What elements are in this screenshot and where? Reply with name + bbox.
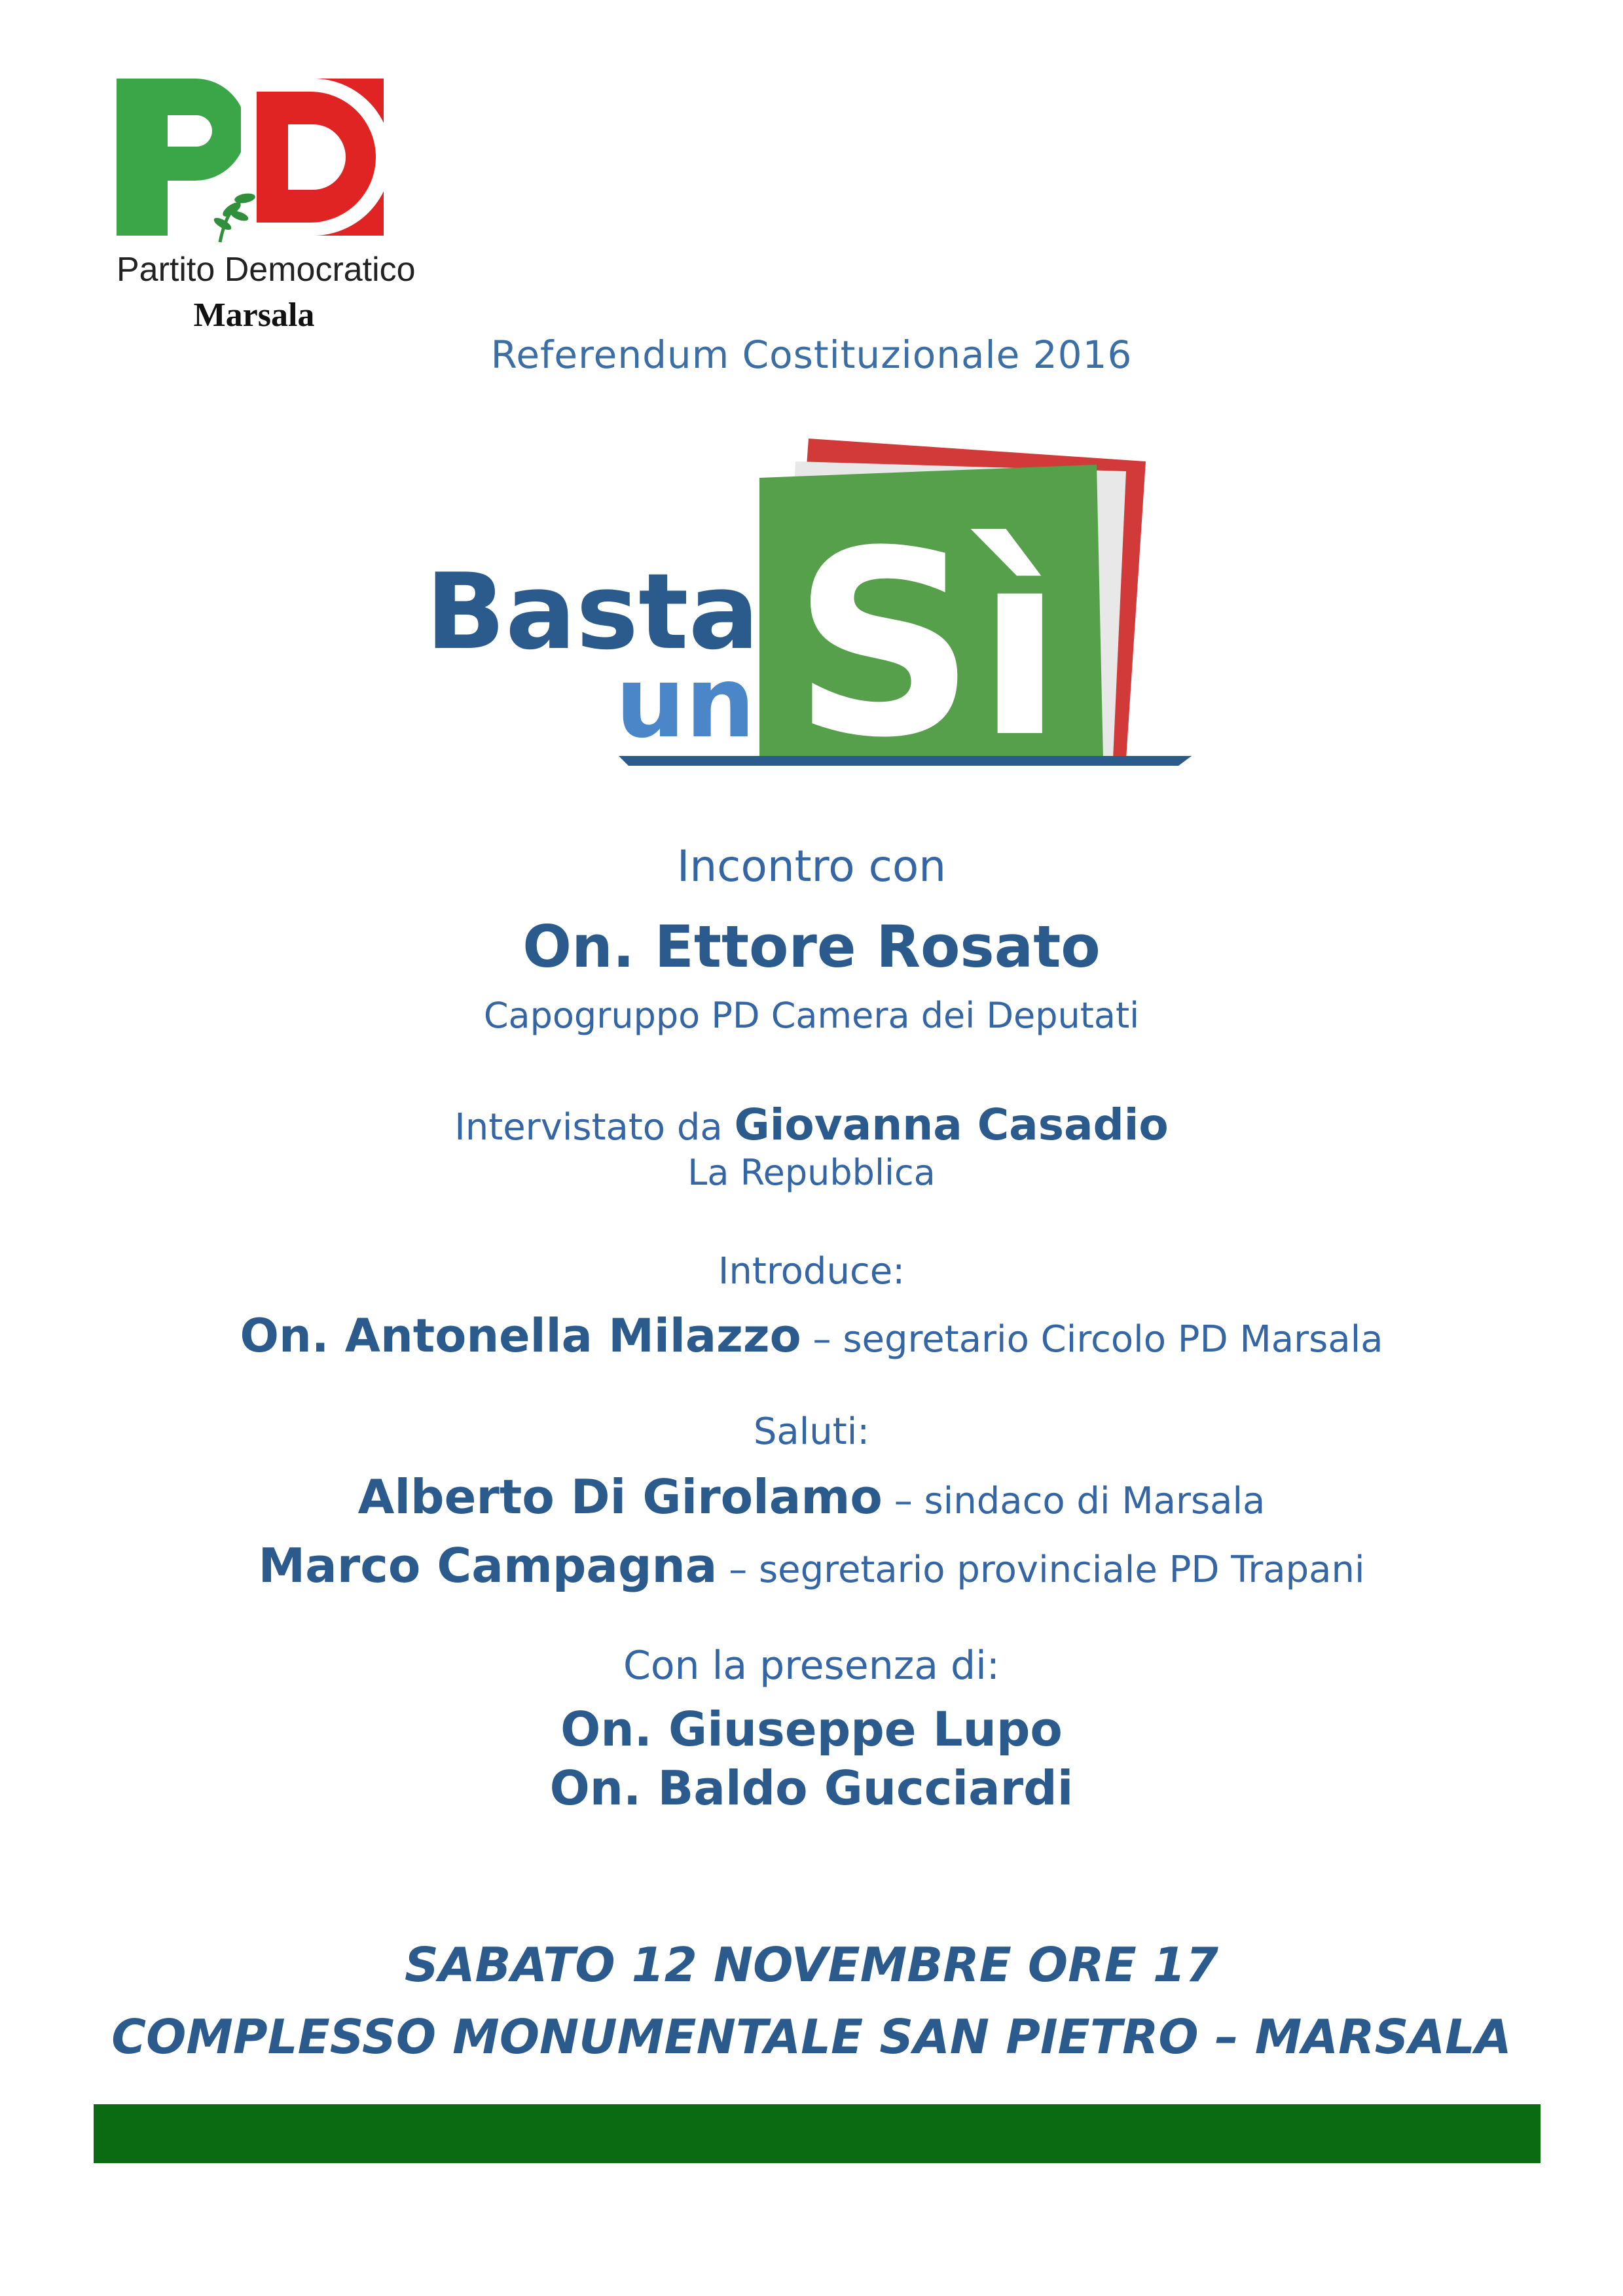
speaker-name: On. Ettore Rosato bbox=[522, 913, 1101, 980]
introducer-name: On. Antonella Milazzo bbox=[240, 1309, 801, 1363]
greeter1-role: – sindaco di Marsala bbox=[894, 1480, 1266, 1522]
introducer-line bbox=[0, 1309, 1623, 1363]
pd-logo bbox=[117, 79, 416, 334]
speaker-role: Capogruppo PD Camera dei Deputati bbox=[483, 995, 1140, 1036]
guest2-name: On. Baldo Gucciardi bbox=[549, 1761, 1074, 1816]
interviewer-line bbox=[0, 1100, 1623, 1150]
si-word: Sì bbox=[792, 496, 1064, 772]
introduce-label: Introduce: bbox=[718, 1250, 905, 1293]
basta-un-si-logo bbox=[419, 432, 1218, 772]
bottom-green-bar bbox=[94, 2104, 1541, 2163]
saluti-label: Saluti: bbox=[753, 1410, 870, 1453]
pd-logo-mark bbox=[117, 79, 392, 249]
greeter1-line bbox=[0, 1469, 1623, 1524]
interviewer-outlet: La Repubblica bbox=[687, 1152, 936, 1193]
event-venue: COMPLESSO MONUMENTALE SAN PIETRO – MARSALA bbox=[111, 2009, 1512, 2064]
referendum-title: Referendum Costituzionale 2016 bbox=[490, 332, 1133, 377]
greeter2-role: – segretario provinciale PD Trapani bbox=[729, 1549, 1365, 1591]
logo-party-name: Partito Democratico bbox=[117, 251, 416, 289]
basta-word: Basta bbox=[426, 550, 759, 673]
event-date: SABATO 12 NOVEMBRE ORE 17 bbox=[404, 1937, 1219, 1992]
greeter2-name: Marco Campagna bbox=[258, 1538, 718, 1593]
guest1-name: On. Giuseppe Lupo bbox=[560, 1702, 1063, 1757]
presence-label: Con la presenza di: bbox=[623, 1643, 1000, 1689]
greeter2-line bbox=[0, 1538, 1623, 1593]
un-word: un bbox=[615, 646, 756, 760]
intro-text: Incontro con bbox=[676, 841, 947, 891]
interviewer-name: Giovanna Casadio bbox=[734, 1100, 1169, 1150]
interviewer-prefix: Intervistato da bbox=[454, 1106, 723, 1149]
greeter1-name: Alberto Di Girolamo bbox=[357, 1469, 883, 1524]
logo-city: Marsala bbox=[193, 296, 315, 334]
introducer-role: – segretario Circolo PD Marsala bbox=[812, 1318, 1383, 1361]
